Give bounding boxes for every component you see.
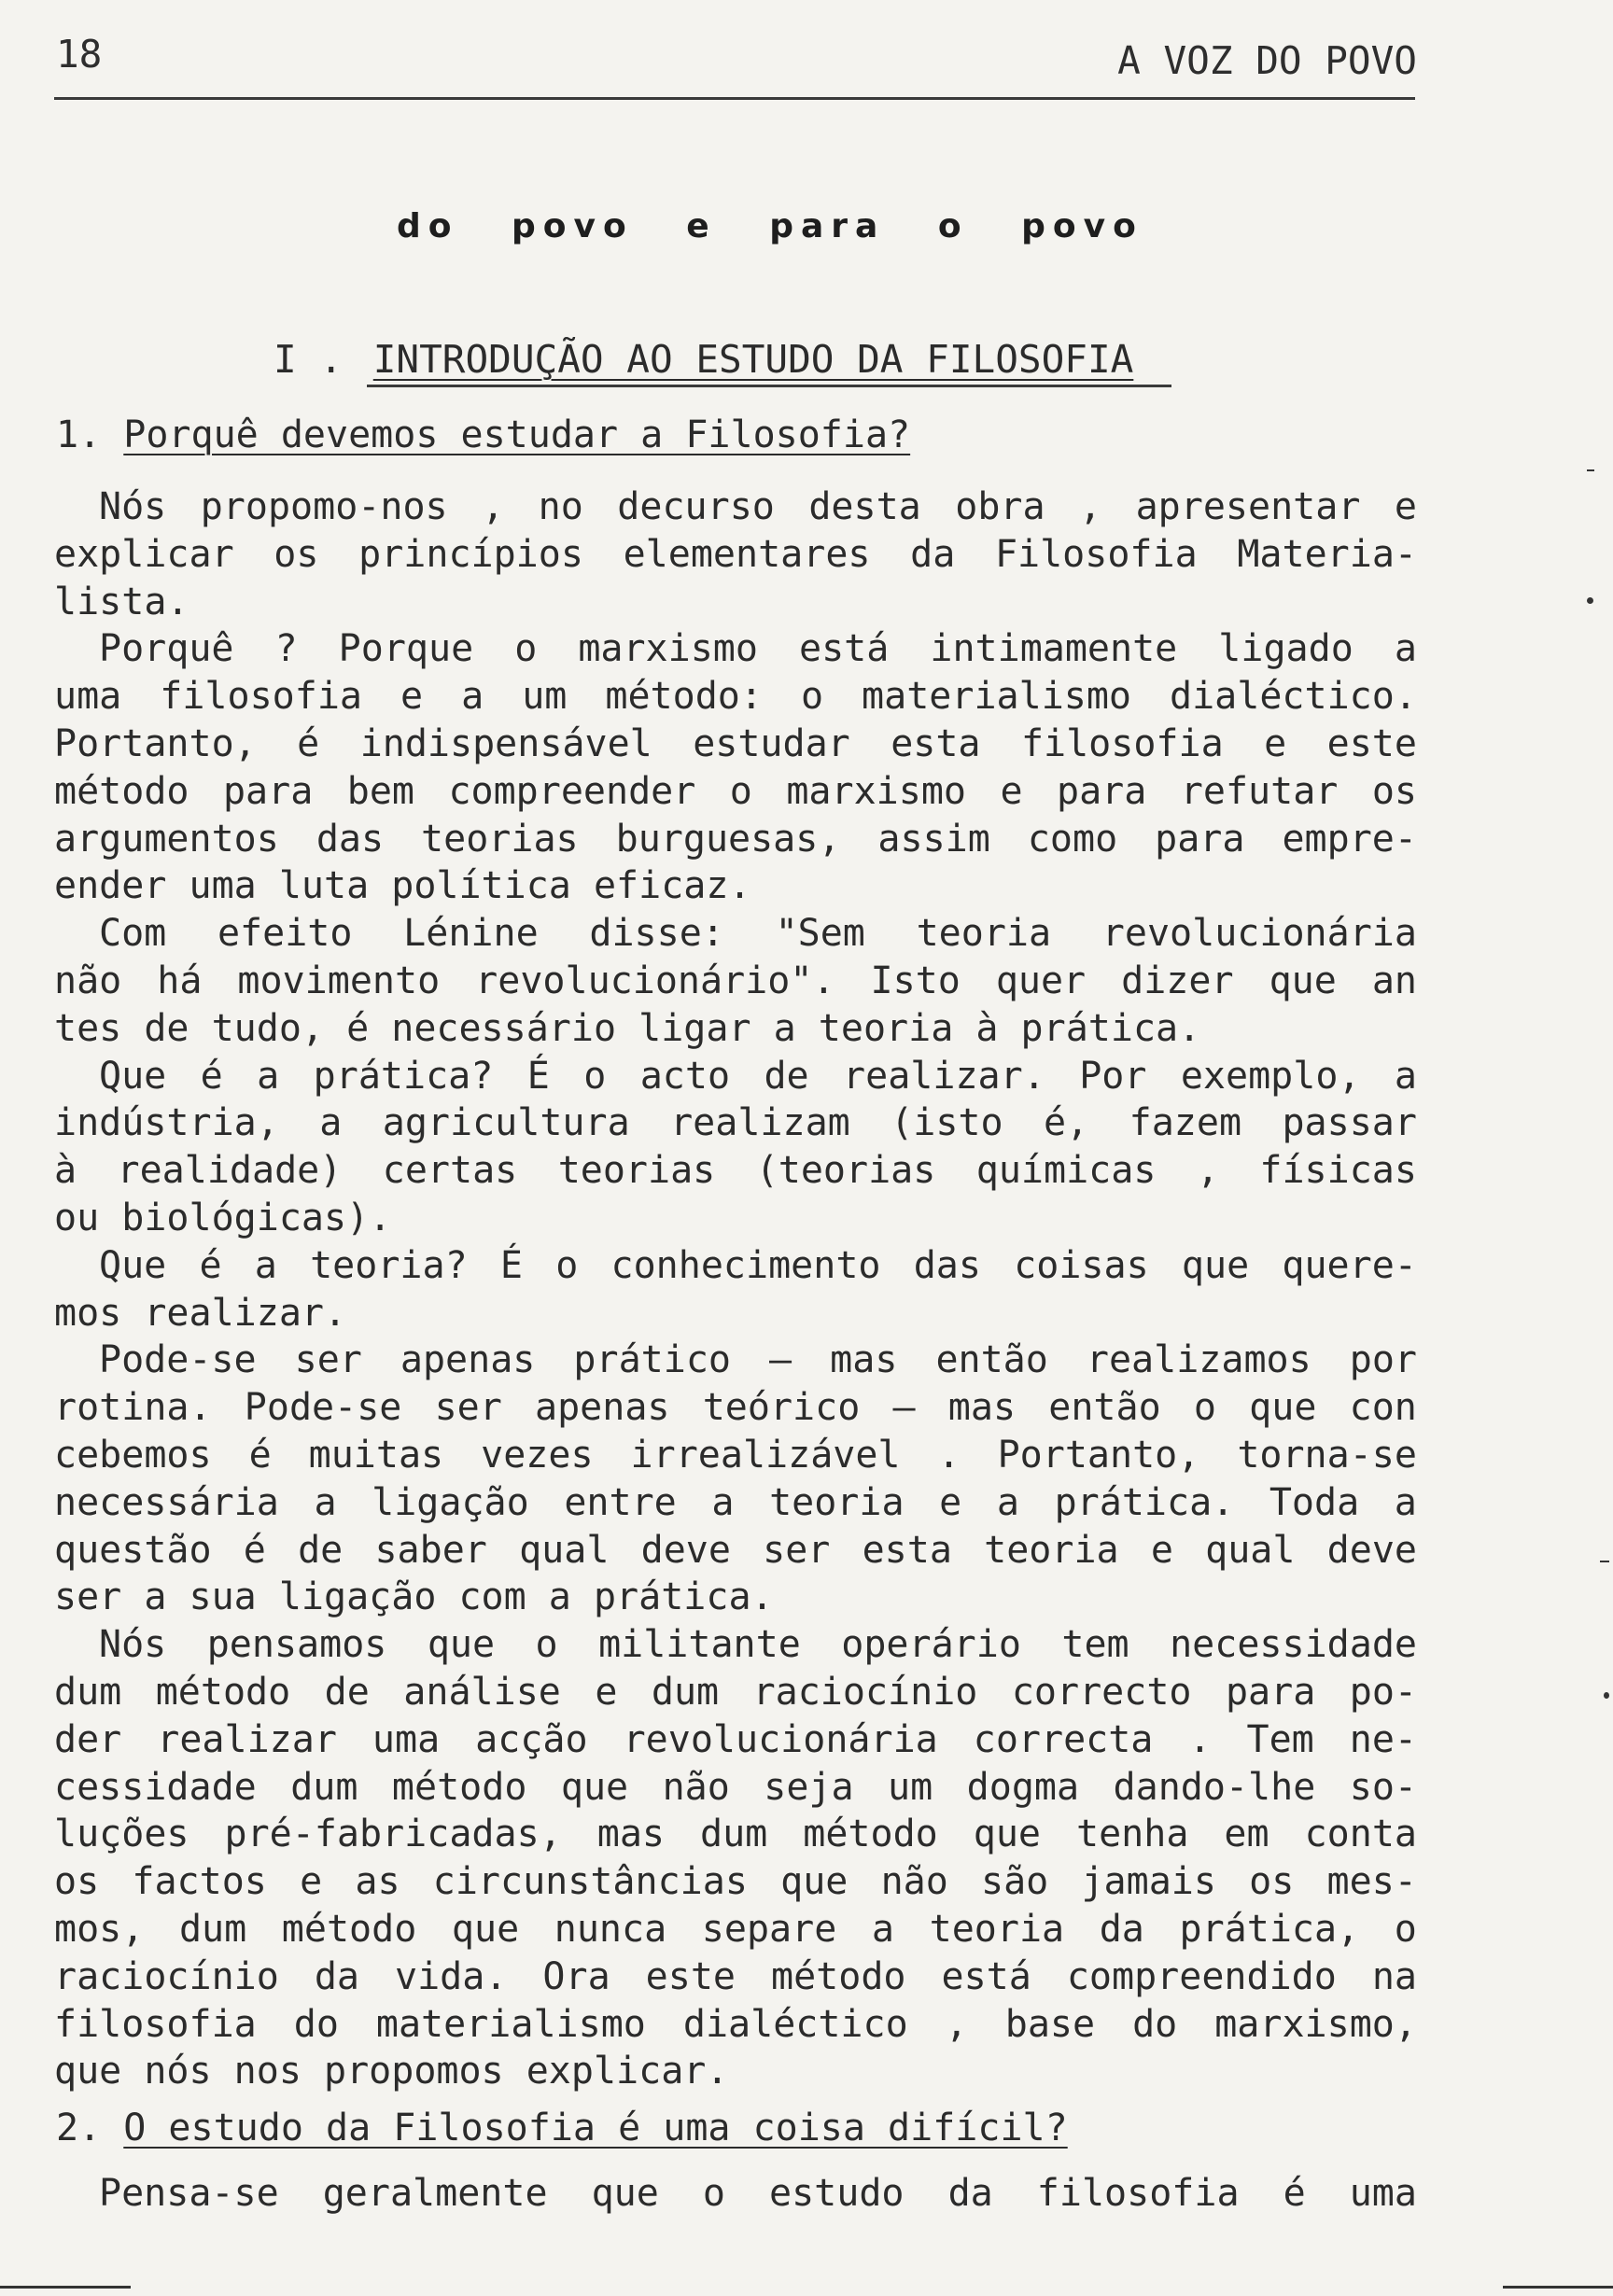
chapter-underline: [367, 385, 1171, 387]
text-line: à realidade) certas teorias (teorias químicas , físicas: [54, 1149, 1417, 1193]
text-line: Porquê ? Porque o marxismo está intimamente ligado a: [99, 627, 1417, 671]
text-line: necessária a ligação entre a teoria e a prática. Toda a: [54, 1480, 1417, 1524]
text-line: tes de tudo, é necessário ligar a teoria à prática.: [54, 1006, 1201, 1050]
text-line: luções pré-fabricadas, mas dum método que tenha em conta: [54, 1813, 1417, 1856]
scan-speck: [1600, 1561, 1609, 1562]
scan-speck: [1587, 597, 1593, 604]
text-line: Que é a prática? É o acto de realizar. Por exemplo, a: [99, 1054, 1417, 1098]
closing-paragraph: [54, 2170, 1417, 2218]
publication-title: A VOZ DO POVO: [1117, 38, 1417, 83]
text-line: explicar os princípios elementares da Filosofia Materia-: [54, 532, 1417, 576]
section-heading-2: [56, 2100, 1068, 2156]
text-line: não há movimento revolucionário". Isto quer dizer que an: [54, 959, 1417, 1002]
text-line: ser a sua ligação com a prática.: [54, 1575, 774, 1619]
text-line: mos realizar.: [54, 1291, 347, 1335]
section-heading-1: [56, 407, 910, 463]
text-line: uma filosofia e a um método: o materialismo dialéctico.: [54, 675, 1417, 719]
text-line: ou biológicas).: [54, 1196, 392, 1239]
text-line: raciocínio da vida. Ora este método está compreendido na: [54, 1954, 1417, 1998]
text-line: os factos e as circunstâncias que não são jamais os mes-: [54, 1860, 1417, 1904]
header-rule: [54, 97, 1415, 100]
text-line: cessidade dum método que não seja um dogma dando-lhe so-: [54, 1765, 1417, 1809]
text-line: Pode-se ser apenas prático — mas então realizamos por: [99, 1338, 1417, 1382]
text-line: questão é de saber qual deve ser esta teoria e qual deve: [54, 1528, 1417, 1572]
chapter-title: INTRODUÇÃO AO ESTUDO DA FILOSOFIA: [372, 337, 1134, 382]
text-line: filosofia do materialismo dialéctico , base do marxismo,: [54, 2002, 1417, 2046]
text-line: que nós nos propomos explicar.: [54, 2050, 729, 2093]
section-title: Porquê devemos estudar a Filosofia?: [123, 413, 911, 456]
text-line: Pensa-se geralmente que o estudo da filosofia é uma: [99, 2172, 1417, 2215]
text-line: Portanto, é indispensável estudar esta filosofia e este: [54, 721, 1417, 765]
text-line: cebemos é muitas vezes irrealizável . Portanto, torna-se: [54, 1433, 1417, 1477]
text-line: indústria, a agricultura realizam (isto é, fazem passar: [54, 1101, 1417, 1145]
text-line: ender uma luta política eficaz.: [54, 864, 751, 908]
scan-speck: [1587, 469, 1594, 471]
chapter-heading: [274, 331, 1133, 387]
scan-edge-mark: [1503, 2286, 1613, 2289]
text-line: lista.: [54, 580, 189, 623]
text-line: rotina. Pode-se ser apenas teórico — mas então o que con: [54, 1386, 1417, 1430]
text-line: método para bem compreender o marxismo e para refutar os: [54, 769, 1417, 813]
chapter-number: I .: [274, 337, 344, 382]
text-line: mos, dum método que nunca separe a teoria da prática, o: [54, 1907, 1417, 1951]
section-number: 2.: [56, 2107, 102, 2149]
text-line: Nós propomo-nos , no decurso desta obra , apresentar e: [99, 485, 1417, 528]
text-line: Nós pensamos que o militante operário tem necessidade: [99, 1623, 1417, 1667]
text-line: Com efeito Lénine disse: "Sem teoria revolucionária: [99, 912, 1417, 956]
page-number: 18: [56, 32, 103, 77]
text-line: der realizar uma acção revolucionária correcta . Tem ne-: [54, 1717, 1417, 1761]
section-number: 1.: [56, 413, 102, 456]
slogan: do povo e para o povo: [397, 207, 1143, 245]
text-line: argumentos das teorias burguesas, assim como para empre-: [54, 817, 1417, 861]
scan-speck: [1604, 1692, 1609, 1699]
text-line: dum método de análise e dum raciocínio correcto para po-: [54, 1670, 1417, 1714]
scan-edge-mark: [0, 2286, 131, 2289]
text-line: Que é a teoria? É o conhecimento das coisas que quere-: [99, 1243, 1417, 1287]
body-text: [54, 483, 1417, 2095]
section-title: O estudo da Filosofia é uma coisa difícil?: [123, 2107, 1068, 2149]
